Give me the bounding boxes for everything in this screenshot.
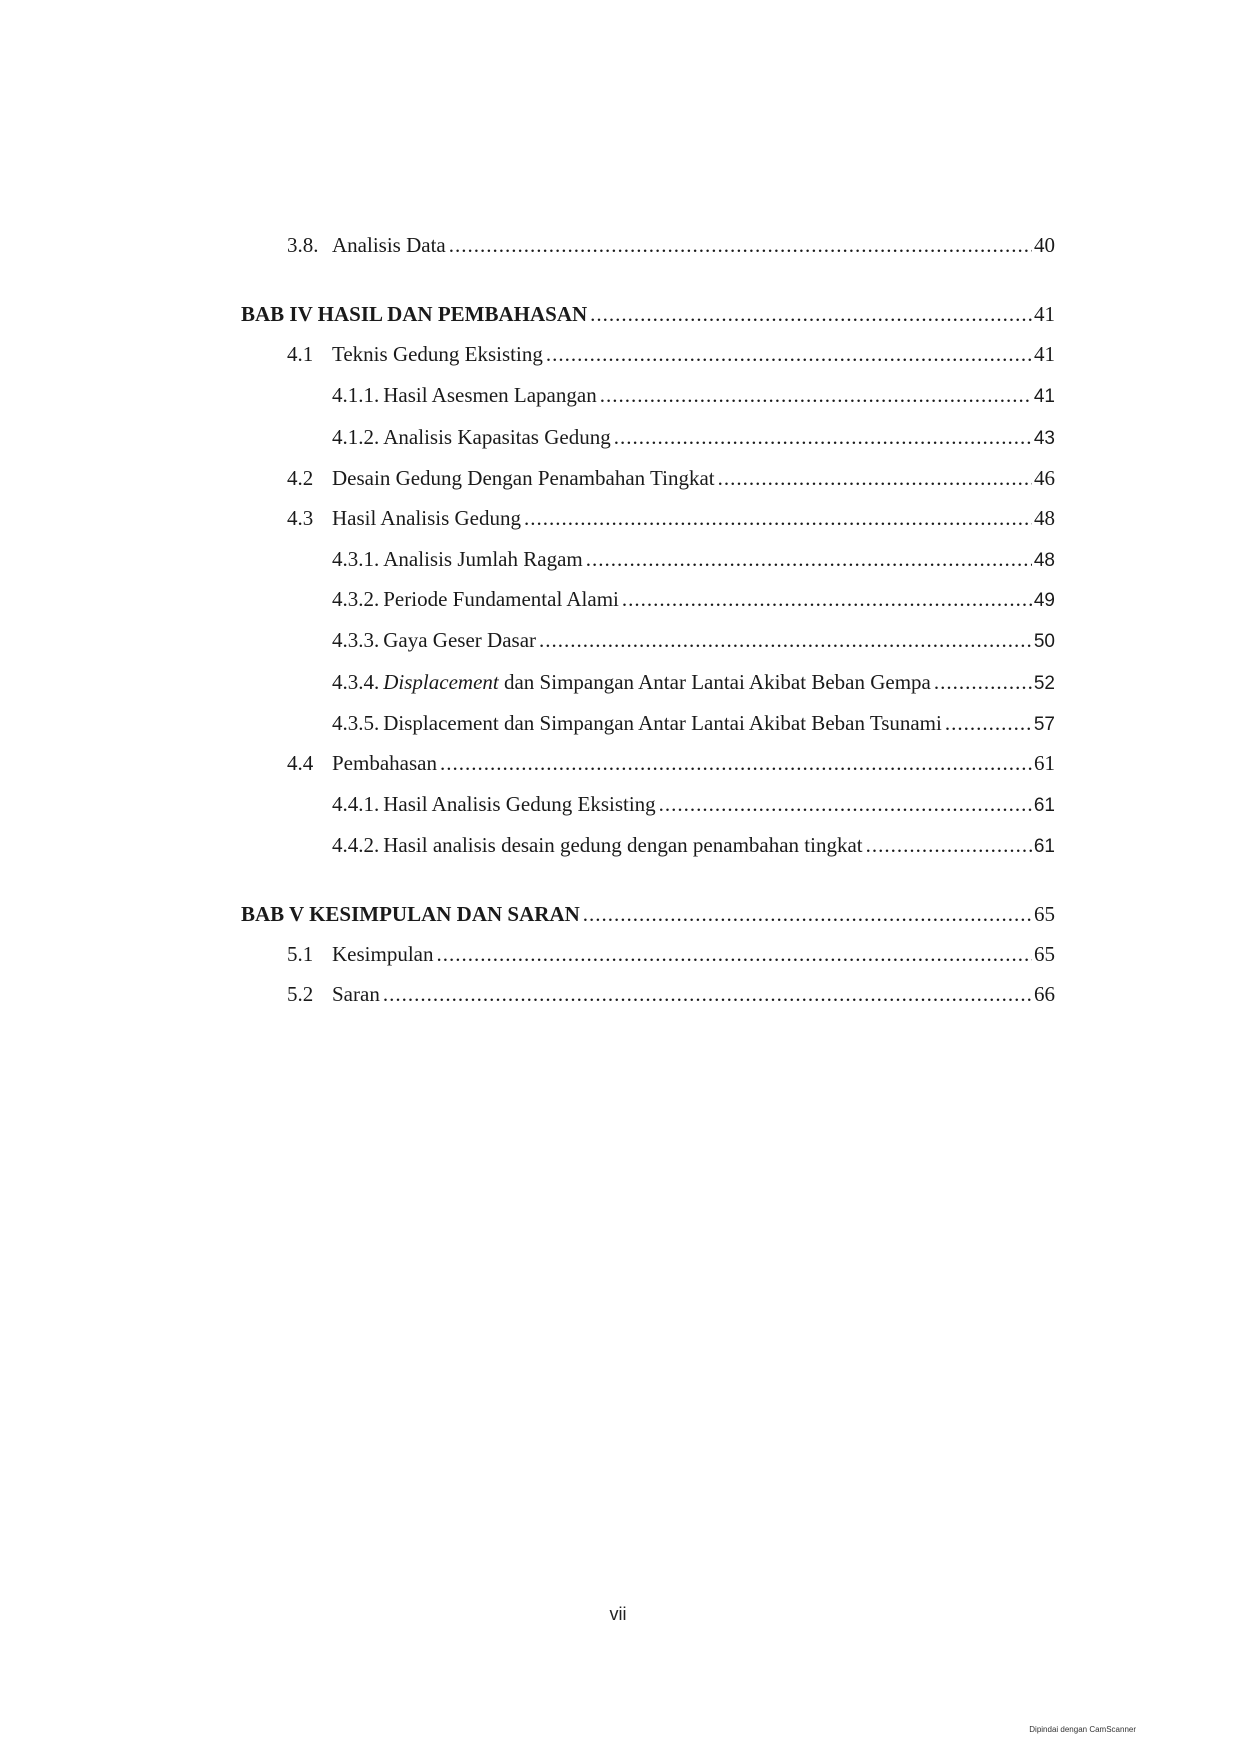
toc-entry-title: Displacement dan Simpangan Antar Lantai Akibat Beban Tsunami [383, 711, 942, 735]
toc-entry-number: 4.1.2. [332, 425, 380, 449]
toc-chapter-bab-v[interactable] [241, 901, 1055, 927]
toc-entry-page: 40 [1034, 233, 1055, 257]
toc-entry-page: 41 [1033, 386, 1055, 407]
toc-entry-number: 4.1 [287, 342, 314, 366]
page-number: vii [609, 1604, 627, 1624]
toc-entry-title: Pembahasan [332, 751, 437, 775]
toc-entry-page: 65 [1034, 902, 1055, 926]
dot-leader [718, 465, 1032, 491]
toc-entry-number: 5.1 [287, 942, 314, 966]
toc-entry-title: Periode Fundamental Alami [383, 587, 619, 611]
dot-leader [436, 941, 1032, 967]
toc-entry-number: 4.4 [287, 751, 314, 775]
toc-entry-3-8[interactable] [287, 232, 1055, 258]
toc-entry-page: 50 [1033, 631, 1055, 652]
toc-entry-number: 4.1.1. [332, 383, 380, 407]
dot-leader [600, 382, 1032, 408]
toc-entry-title: Saran [332, 982, 380, 1006]
toc-entry-number: 4.3.1. [332, 547, 380, 571]
toc-entry-number: 4.3.4. [332, 670, 380, 694]
toc-entry-title: Analisis Kapasitas Gedung [383, 425, 611, 449]
toc-chapter-title: BAB V KESIMPULAN DAN SARAN [241, 902, 580, 926]
toc-entry-4-1[interactable] [287, 341, 1055, 367]
toc-entry-4-2[interactable] [287, 465, 1055, 491]
toc-entry-page: 48 [1034, 506, 1055, 530]
toc-entry-page: 41 [1034, 302, 1055, 326]
toc-entry-title-italic: Displacement [383, 670, 499, 694]
toc-entry-4-1-1[interactable] [332, 382, 1055, 410]
toc-entry-4-3-4[interactable] [332, 669, 1055, 697]
toc-entry-number: 5.2 [287, 982, 314, 1006]
dot-leader [539, 627, 1032, 653]
toc-entry-number: 4.3 [287, 506, 314, 530]
toc-entry-page: 61 [1033, 795, 1055, 816]
toc-entry-4-4-1[interactable] [332, 791, 1055, 819]
toc-entry-page: 43 [1033, 428, 1055, 449]
dot-leader [590, 301, 1032, 327]
toc-entry-title: Analisis Jumlah Ragam [383, 547, 583, 571]
toc-entry-4-1-2[interactable] [332, 424, 1055, 452]
toc-entry-number: 4.3.5. [332, 711, 380, 735]
dot-leader [583, 901, 1032, 927]
toc-entry-number: 4.2 [287, 466, 314, 490]
toc-entry-5-2[interactable] [287, 981, 1055, 1007]
toc-entry-title: Hasil analisis desain gedung dengan penambahan tingkat [383, 833, 863, 857]
toc-entry-number: 4.4.1. [332, 792, 380, 816]
toc-entry-4-3[interactable] [287, 505, 1055, 531]
dot-leader [586, 546, 1032, 572]
toc-chapter-title: BAB IV HASIL DAN PEMBAHASAN [241, 302, 588, 326]
toc-entry-number: 4.3.2. [332, 587, 380, 611]
toc-entry-4-4-2[interactable] [332, 832, 1055, 860]
dot-leader [383, 981, 1032, 1007]
toc-entry-page: 49 [1033, 590, 1055, 611]
toc-entry-4-3-1[interactable] [332, 546, 1055, 574]
toc-entry-title: Hasil Analisis Gedung Eksisting [383, 792, 656, 816]
toc-entry-page: 46 [1034, 466, 1055, 490]
toc-entry-page: 61 [1034, 751, 1055, 775]
dot-leader [546, 341, 1032, 367]
dot-leader [622, 586, 1032, 612]
toc-entry-title: Teknis Gedung Eksisting [332, 342, 543, 366]
toc-entry-title-rest: dan Simpangan Antar Lantai Akibat Beban Gempa [498, 670, 931, 694]
toc-entry-page: 57 [1033, 714, 1055, 735]
dot-leader [945, 710, 1032, 736]
dot-leader [449, 232, 1032, 258]
toc-entry-4-3-5[interactable] [332, 710, 1055, 738]
toc-entry-title: Hasil Analisis Gedung [332, 506, 521, 530]
toc-entry-page: 41 [1034, 342, 1055, 366]
dot-leader [614, 424, 1032, 450]
toc-entry-page: 52 [1033, 673, 1055, 694]
toc-entry-4-3-3[interactable] [332, 627, 1055, 655]
toc-entry-4-3-2[interactable] [332, 586, 1055, 614]
scanner-watermark: Dipindai dengan CamScanner [1029, 1725, 1136, 1734]
toc-entry-title: Hasil Asesmen Lapangan [383, 383, 597, 407]
toc-entry-title: Analisis Data [332, 233, 446, 257]
dot-leader [524, 505, 1032, 531]
dot-leader [659, 791, 1032, 817]
toc-entry-page: 48 [1033, 550, 1055, 571]
toc-entry-page: 65 [1034, 942, 1055, 966]
dot-leader [440, 750, 1032, 776]
dot-leader [866, 832, 1032, 858]
toc-chapter-bab-iv[interactable] [241, 301, 1055, 327]
toc-entry-title [383, 669, 931, 695]
toc-entry-title: Desain Gedung Dengan Penambahan Tingkat [332, 466, 715, 490]
toc-entry-page: 61 [1033, 836, 1055, 857]
dot-leader [934, 669, 1032, 695]
toc-entry-title: Kesimpulan [332, 942, 434, 966]
toc-entry-number: 3.8. [287, 233, 319, 257]
toc-entry-4-4[interactable] [287, 750, 1055, 776]
toc-entry-5-1[interactable] [287, 941, 1055, 967]
toc-entry-number: 4.3.3. [332, 628, 380, 652]
toc-entry-title: Gaya Geser Dasar [383, 628, 537, 652]
toc-entry-number: 4.4.2. [332, 833, 380, 857]
toc-entry-page: 66 [1034, 982, 1055, 1006]
